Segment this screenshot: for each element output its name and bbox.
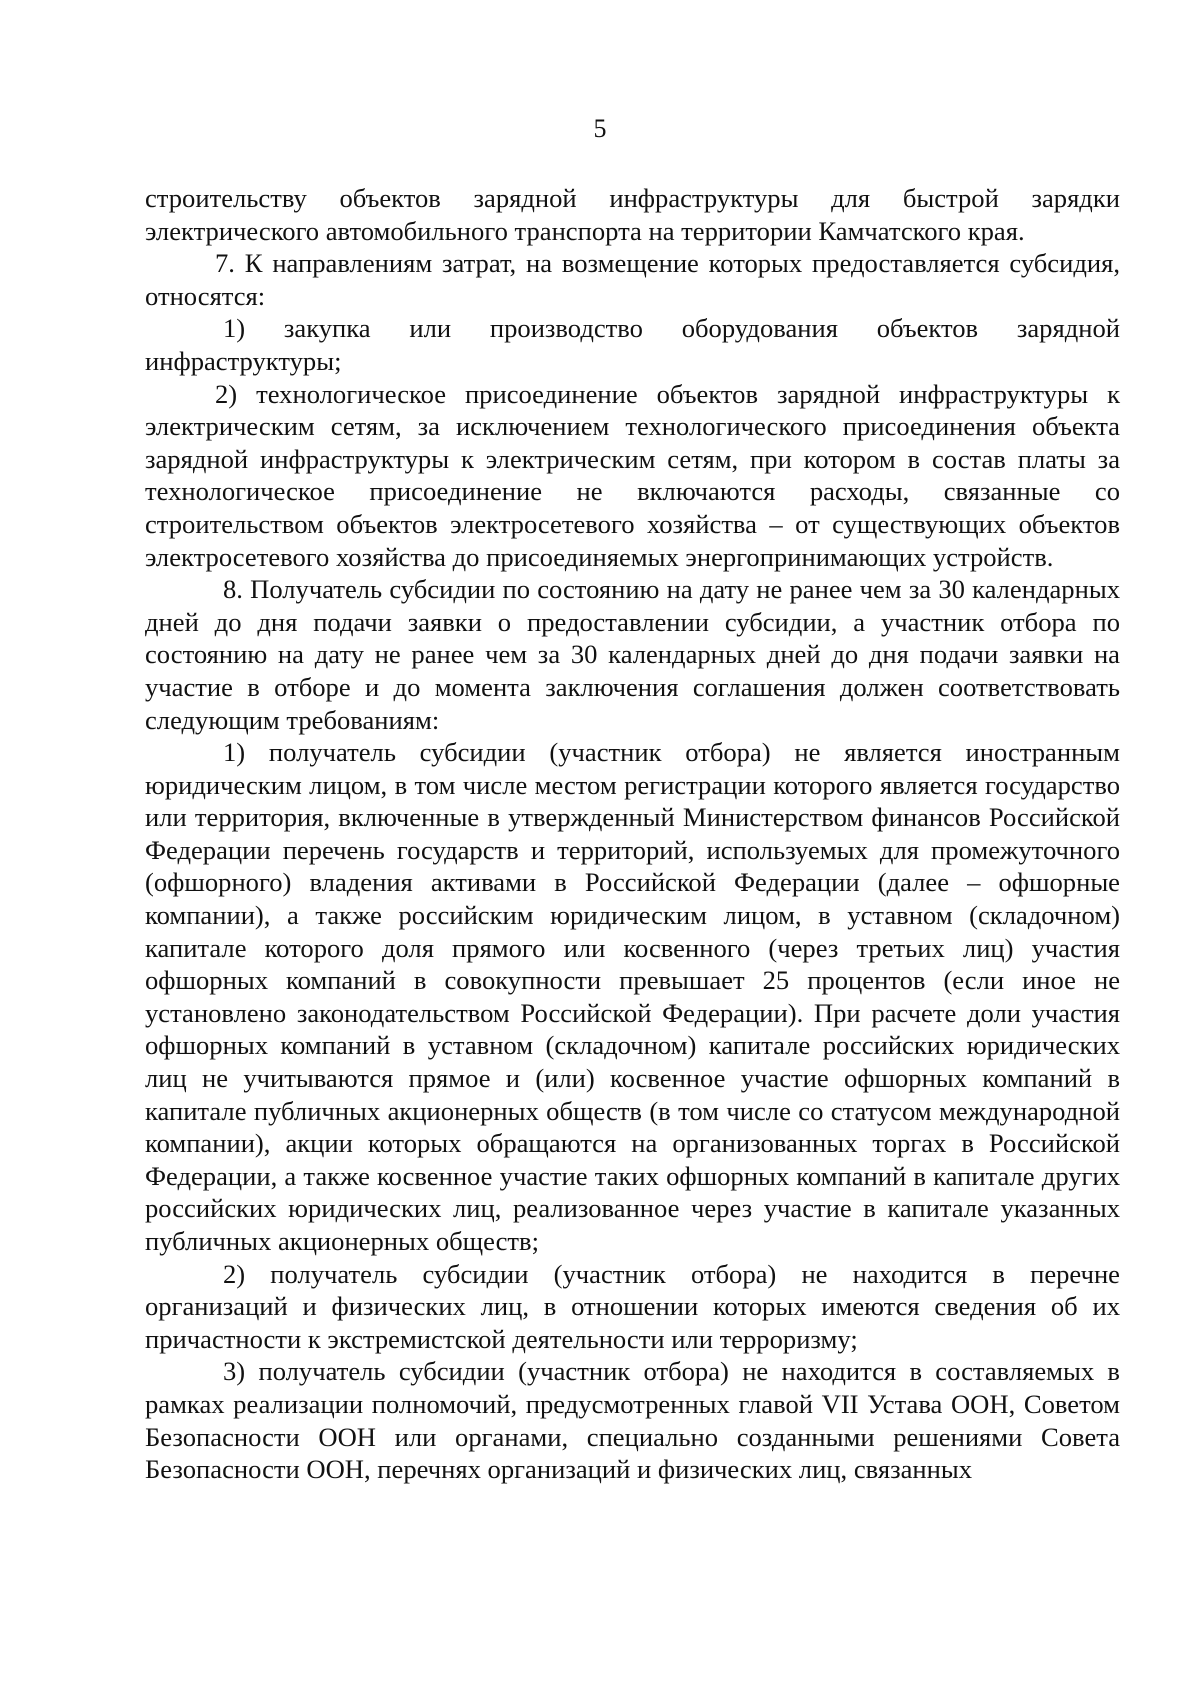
paragraph-item-8-3: 3) получатель субсидии (участник отбора) не находится в составляемых в рамках реализации полномочий, предусмотренных главой VII Устава ООН, Советом Безопасности ООН или органами, специально созданными решениями Совета Безопасности ООН, перечнях организаций и физических лиц, связанных (145, 1356, 1120, 1485)
paragraph-item-7-1: 1) закупка или производство оборудования объектов зарядной инфраструктуры; (145, 313, 1120, 376)
paragraph-continuation: строительству объектов зарядной инфраструктуры для быстрой зарядки электрического автомобильного транспорта на территории Камчатского края. (145, 183, 1120, 246)
paragraph-item-8-1: 1) получатель субсидии (участник отбора) не является иностранным юридическим лицом, в том числе местом регистрации которого является государство или территория, включенные в утвержденный Министерством финансов Российской Федерации перечень государств и территорий, используемых для промежуточного (офшорного) владения активами в Российской Федерации (далее – офшорные компании), а также российским юридическим лицом, в уставном (складочном) капитале которого доля прямого или косвенного (через третьих лиц) участия офшорных компаний в совокупности превышает 25 процентов (если иное не установлено законодательством Российской Федерации). При расчете доли участия офшорных компаний в уставном (складочном) капитале российских юридических лиц не учитываются прямое и (или) косвенное участие офшорных компаний в капитале публичных акционерных обществ (в том числе со статусом международной компании), акции которых обращаются на организованных торгах в Российской Федерации, а также косвенное участие таких офшорных компаний в капитале других российских юридических лиц, реализованное через участие в капитале указанных публичных акционерных обществ; (145, 737, 1120, 1256)
paragraph-item-7-2: 2) технологическое присоединение объектов зарядной инфраструктуры к электрическим сетям, за исключением технологического присоединения объекта зарядной инфраструктуры к электрическим сетям, при котором в состав платы за технологическое присоединение не включаются расходы, связанные со строительством объектов электросетевого хозяйства – от существующих объектов электросетевого хозяйства до присоединяемых энергопринимающих устройств. (145, 378, 1120, 572)
document-body (145, 182, 1120, 1486)
page-number: 5 (593, 114, 607, 143)
paragraph-item-8-2: 2) получатель субсидии (участник отбора) не находится в перечне организаций и физических лиц, в отношении которых имеются сведения об их причастности к экстремистской деятельности или терроризму; (145, 1258, 1120, 1354)
paragraph-item-7: 7. К направлениям затрат, на возмещение которых предоставляется субсидия, относятся: (145, 248, 1120, 311)
paragraph-item-8: 8. Получатель субсидии по состоянию на дату не ранее чем за 30 календарных дней до дня подачи заявки о предоставлении субсидии, а участник отбора по состоянию на дату не ранее чем за 30 календарных дней до дня подачи заявки на участие в отборе и до момента заключения соглашения должен соответствовать следующим требованиям: (145, 574, 1120, 735)
